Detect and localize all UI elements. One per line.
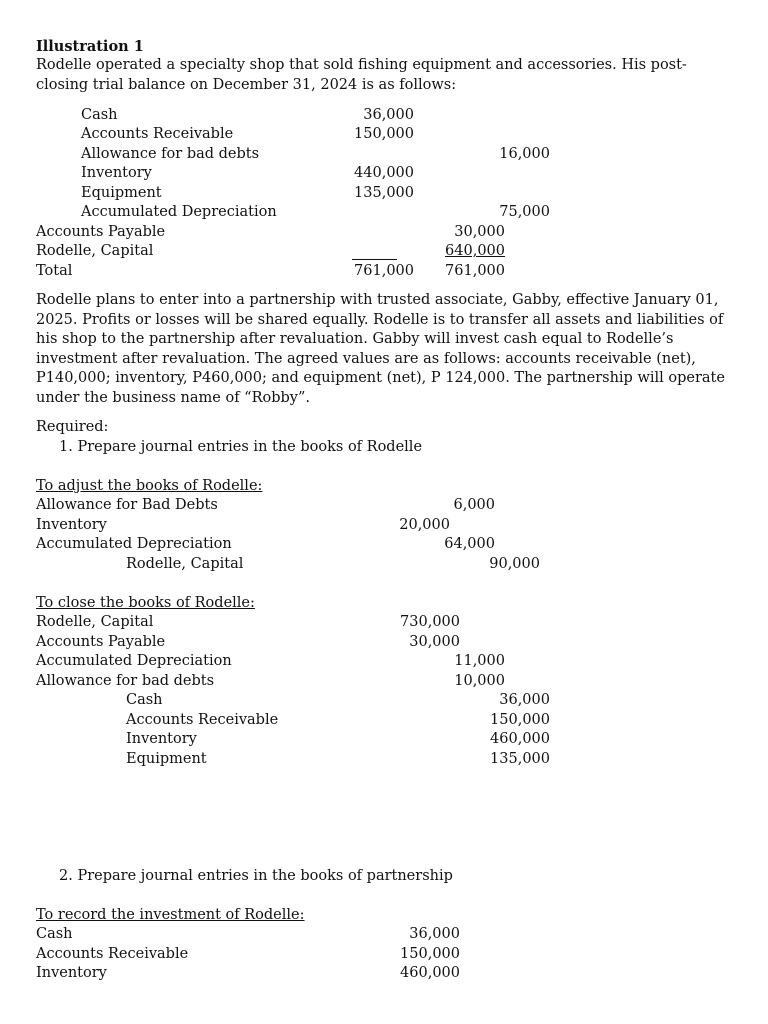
tb-amount: 135,000	[354, 185, 414, 201]
tb-total-credit: 761,000	[445, 263, 505, 279]
entry-title: To close the books of Rodelle:	[36, 595, 255, 611]
tb-amount: 36,000	[363, 107, 414, 123]
entry-amount: 20,000	[399, 517, 450, 533]
entry-amount: 36,000	[499, 692, 550, 708]
tb-amount: 75,000	[499, 204, 550, 220]
tb-account: Accounts Payable	[36, 224, 166, 240]
entry-account: Cash	[36, 926, 73, 942]
tb-account: Accumulated Depreciation	[81, 204, 277, 220]
entry-amount: 10,000	[454, 673, 505, 689]
tb-account: Cash	[81, 107, 118, 123]
entry-account: Inventory	[36, 517, 107, 533]
tb-amount: 640,000	[445, 243, 505, 259]
entry-amount: 135,000	[490, 751, 550, 767]
required-label: Required:	[36, 419, 109, 435]
requirement-1: 1. Prepare journal entries in the books of Rodelle	[59, 439, 423, 455]
tb-account: Equipment	[81, 185, 162, 201]
entry-account: Allowance for bad debts	[36, 673, 215, 689]
entry-title: To adjust the books of Rodelle:	[36, 478, 263, 494]
tb-account: Rodelle, Capital	[36, 243, 154, 259]
entry-amount: 150,000	[490, 712, 550, 728]
tb-account: Allowance for bad debts	[81, 146, 260, 162]
entry-amount: 460,000	[400, 965, 460, 981]
entry-amount: 64,000	[444, 536, 495, 552]
entry-account: Accounts Receivable	[36, 946, 189, 962]
entry-title: To record the investment of Rodelle:	[36, 907, 305, 923]
entry-account: Rodelle, Capital	[126, 556, 244, 572]
entry-amount: 730,000	[400, 614, 460, 630]
tb-amount: 150,000	[354, 126, 414, 142]
entry-amount: 11,000	[454, 653, 505, 669]
entry-account: Allowance for Bad Debts	[36, 497, 218, 513]
entry-account: Equipment	[126, 751, 207, 767]
entry-amount: 6,000	[453, 497, 495, 513]
entry-account: Accounts Receivable	[126, 712, 279, 728]
narrative-paragraph: Rodelle plans to enter into a partnership with trusted associate, Gabby, effective January 01, 2025. Profits or losses will be shared equally. Rodelle is to transfer all assets and liabilities of his shop to the partnership after revaluation. Gabby will invest cash equal to Rodelle’s investment after revaluation. The agreed values are as follows: accounts receivable (net), P140,000; inventory, P460,000; and equipment (net), P 124,000. The partnership will operate under the business name of “Robby”.	[36, 292, 725, 406]
tb-amount: 16,000	[499, 146, 550, 162]
total-rule	[352, 259, 397, 260]
tb-account: Inventory	[81, 165, 152, 181]
tb-amount: 440,000	[354, 165, 414, 181]
entry-account: Rodelle, Capital	[36, 614, 154, 630]
entry-account: Inventory	[36, 965, 107, 981]
entry-account: Accumulated Depreciation	[36, 653, 232, 669]
tb-account: Accounts Receivable	[81, 126, 234, 142]
entry-account: Accounts Payable	[36, 634, 166, 650]
requirement-2: 2. Prepare journal entries in the books of partnership	[59, 868, 453, 884]
entry-amount: 460,000	[490, 731, 550, 747]
entry-amount: 150,000	[400, 946, 460, 962]
entry-account: Cash	[126, 692, 163, 708]
heading: Illustration 1	[36, 38, 144, 55]
entry-amount: 36,000	[409, 926, 460, 942]
entry-amount: 30,000	[409, 634, 460, 650]
entry-account: Accumulated Depreciation	[36, 536, 232, 552]
entry-amount: 90,000	[489, 556, 540, 572]
tb-total-label: Total	[36, 263, 73, 279]
tb-amount: 30,000	[454, 224, 505, 240]
entry-account: Inventory	[126, 731, 197, 747]
intro-paragraph: Rodelle operated a specialty shop that sold fishing equipment and accessories. His post-closing trial balance on December 31, 2024 is as follows:	[36, 57, 687, 93]
tb-total-debit: 761,000	[354, 263, 414, 279]
